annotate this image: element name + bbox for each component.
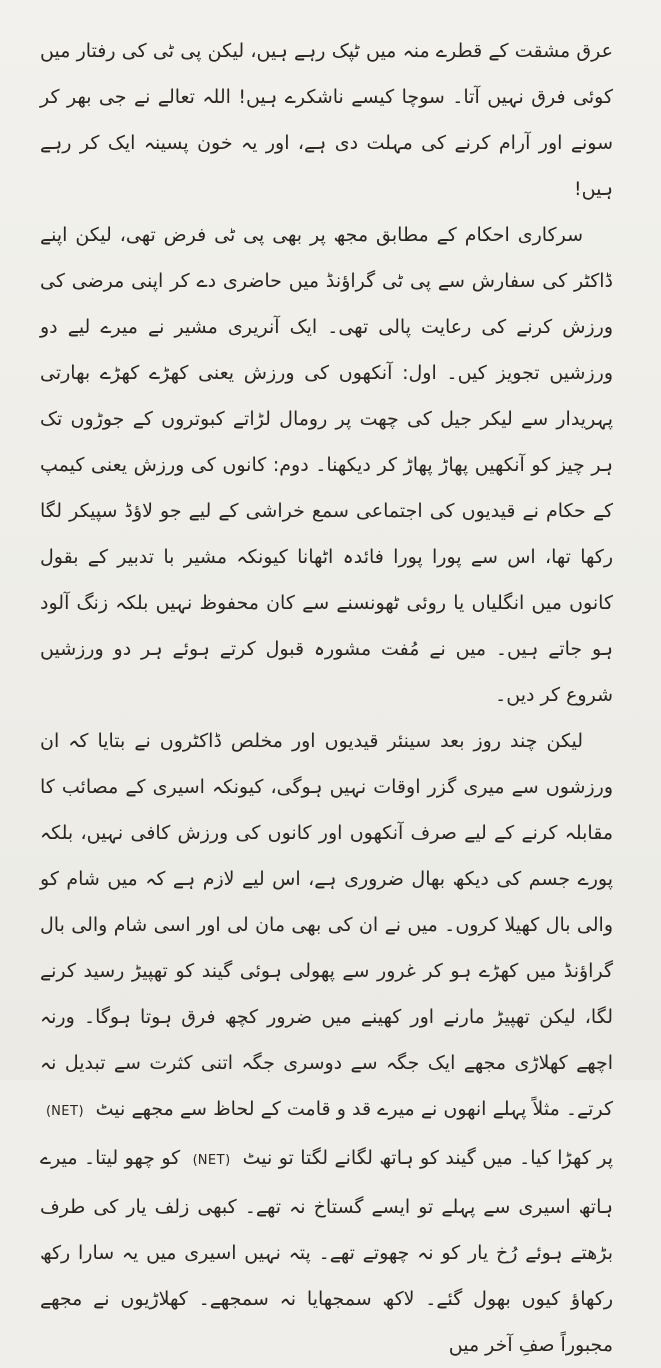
net-term: (NET) <box>46 1104 84 1119</box>
paragraph-text: کو چھو لیتا۔ میرے ہاتھ اسیری سے پہلے تو ایسے گستاخ نہ تھے۔ کبھی زلف یار کی طرف بڑھتے ہوئے رُخ یار کو نہ چھوتے تھے۔ پتہ نہیں اسیری میں یہ سارا رکھ رکھاؤ کیوں بھول گئے۔ لاکھ سمجھایا نہ سمجھے۔ کھلاڑیوں نے مجھے مجبوراً صفِ آخر میں <box>40 1147 613 1356</box>
paragraph-text: سرکاری احکام کے مطابق مجھ پر بھی پی ٹی فرض تھی، لیکن اپنے ڈاکٹر کی سفارش سے پی ٹی گراؤنڈ میں حاضری دے کر اپنی مرضی کی ورزش کرنے کی رعایت پالی تھی۔ ایک آنریری مشیر نے میرے لیے دو ورزشیں تجویز کیں۔ اول: آنکھوں کی ورزش یعنی کھڑے کھڑے بھارتی پہریدار سے لیکر جیل کی چھت پر رومال لڑاتے کبوتروں کے جوڑوں تک ہر چیز کو آنکھیں پھاڑ پھاڑ کر دیکھنا۔ دوم: کانوں کی ورزش یعنی کیمپ کے حکام نے قیدیوں کی اجتماعی سمع خراشی کے لیے جو لاؤڈ سپیکر لگا رکھا تھا، اس سے پورا پورا فائدہ اٹھانا کیونکہ مشیر با تدبیر کے بقول کانوں میں انگلیاں یا روئی ٹھونسنے سے کان محفوظ نہیں بلکہ زنگ آلود ہو جاتے ہیں۔ میں نے مُفت مشورہ قبول کرتے ہوئے ہر دو ورزشیں شروع کر دیں۔ <box>40 224 613 706</box>
paragraph-3 <box>40 718 613 1368</box>
paragraph-1 <box>40 28 613 212</box>
paragraph-text: پر کھڑا کیا۔ میں گیند کو ہاتھ لگانے لگتا تو نیٹ <box>236 1147 613 1169</box>
paragraph-text: لیکن چند روز بعد سینئر قیدیوں اور مخلص ڈاکٹروں نے بتایا کہ ان ورزشوں سے میری گزر اوقات نہیں ہوگی، کیونکہ اسیری کے مصائب کا مقابلہ کرنے کے لیے صرف آنکھوں اور کانوں کی ورزش کافی نہیں، بلکہ پورے جسم کی دیکھ بھال ضروری ہے، اس لیے لازم ہے کہ میں شام کو والی بال کھیلا کروں۔ میں نے ان کی بھی مان لی اور اسی شام والی بال گراؤنڈ میں کھڑے ہو کر غرور سے پھولی ہوئی گیند کو تھپیڑ رسید کرنے لگا، لیکن تھپیڑ مارنے اور کھینے میں ضرور کچھ فرق ہوتا ہوگا۔ ورنہ اچھے کھلاڑی مجھے ایک جگہ سے دوسری جگہ اتنی کثرت سے تبدیل نہ کرتے۔ مثلاً پہلے انھوں نے میرے قد و قامت کے لحاظ سے مجھے نیٹ <box>40 730 613 1120</box>
paragraph-2 <box>40 212 613 718</box>
net-term: (NET) <box>192 1153 231 1168</box>
paragraph-text: عرق مشقت کے قطرے منہ میں ٹپک رہے ہیں، لیکن پی ٹی کی رفتار میں کوئی فرق نہیں آتا۔ سوچا کیسے ناشکرے ہیں! اللہ تعالے نے جی بھر کر سونے اور آرام کرنے کی مہلت دی ہے، اور یہ خون پسینہ ایک کر رہے ہیں! <box>40 40 613 200</box>
urdu-text-body <box>40 28 613 1368</box>
